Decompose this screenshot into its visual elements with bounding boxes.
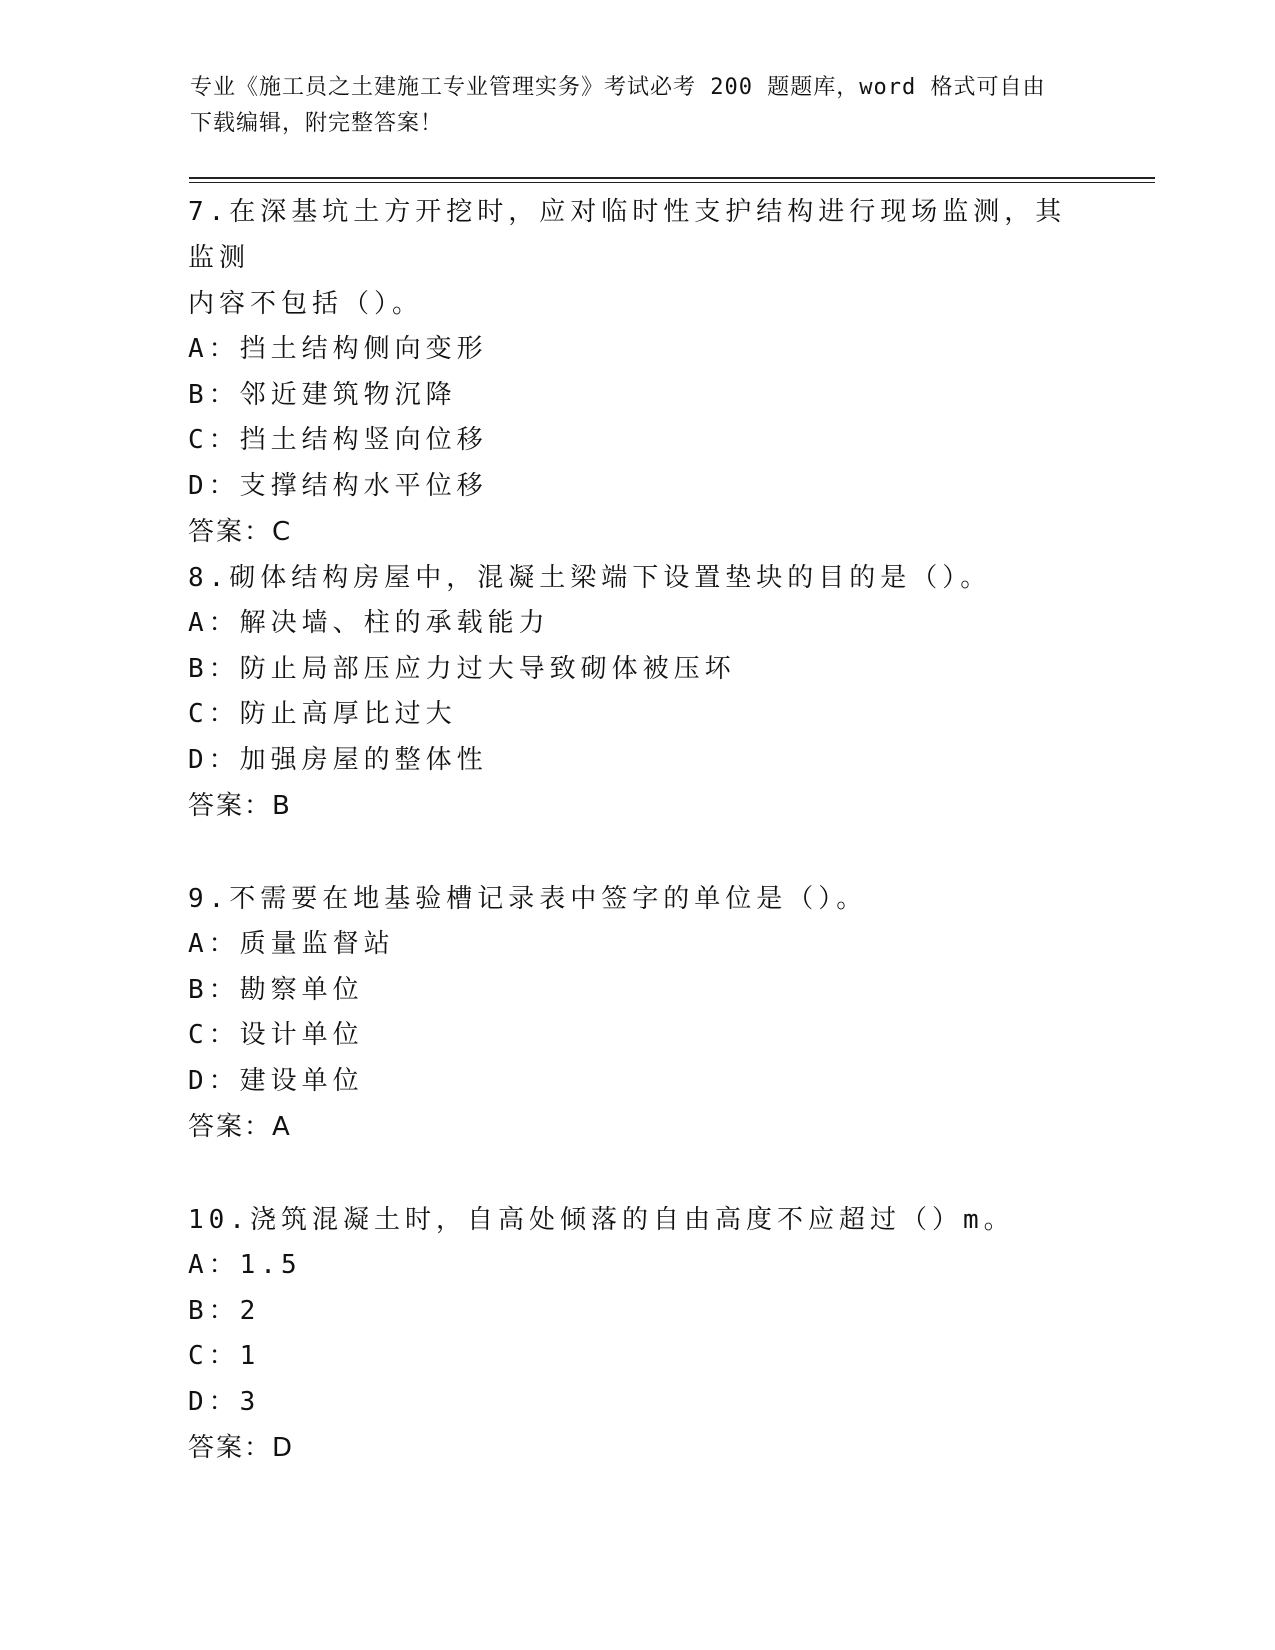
header-divider [189, 177, 1155, 179]
option-b: B：勘察单位 [188, 974, 364, 1005]
question-stem-line: 9.不需要在地基验槽记录表中签字的单位是（）。 [188, 884, 868, 914]
header-line-1: 专业《施工员之土建施工专业管理实务》考试必考 200 题题库，word 格式可自由 [190, 75, 1046, 100]
header-divider-thin [189, 182, 1155, 183]
option-b: B：邻近建筑物沉降 [188, 379, 457, 410]
answer-line: 答案：A [188, 1112, 292, 1142]
question-block [188, 1197, 1088, 1471]
option-a: A：1.5 [188, 1250, 302, 1280]
question-stem-line: 7.在深基坑土方开挖时，应对临时性支护结构进行现场监测，其监测 [188, 197, 1067, 273]
document-header [190, 70, 1070, 142]
option-d: D：3 [188, 1386, 261, 1417]
option-c: C：防止高厚比过大 [188, 699, 457, 729]
option-b: B：2 [188, 1295, 261, 1326]
question-block [188, 189, 1088, 555]
answer-line: 答案：B [188, 791, 292, 821]
option-d: D：支撑结构水平位移 [188, 470, 488, 501]
question-block [188, 876, 1088, 1150]
option-a: A：挡土结构侧向变形 [188, 334, 488, 364]
option-d: D：加强房屋的整体性 [188, 744, 488, 775]
question-stem-line: 8.砌体结构房屋中，混凝土梁端下设置垫块的目的是（）。 [188, 563, 992, 593]
option-a: A：解决墙、柱的承载能力 [188, 608, 550, 638]
question-block [188, 555, 1088, 829]
answer-line: 答案：C [188, 517, 293, 547]
header-line-2: 下载编辑，附完整答案！ [190, 111, 444, 136]
question-stem-line: 内容不包括（）。 [188, 289, 424, 319]
option-c: C：设计单位 [188, 1020, 364, 1050]
option-c: C：挡土结构竖向位移 [188, 425, 488, 455]
question-stem-line: 10.浇筑混凝土时，自高处倾落的自由高度不应超过（）m。 [188, 1205, 1015, 1235]
option-d: D：建设单位 [188, 1065, 364, 1096]
option-a: A：质量监督站 [188, 929, 395, 959]
option-c: C：1 [188, 1341, 261, 1371]
option-b: B：防止局部压应力过大导致砌体被压坏 [188, 653, 736, 684]
answer-line: 答案：D [188, 1433, 295, 1463]
